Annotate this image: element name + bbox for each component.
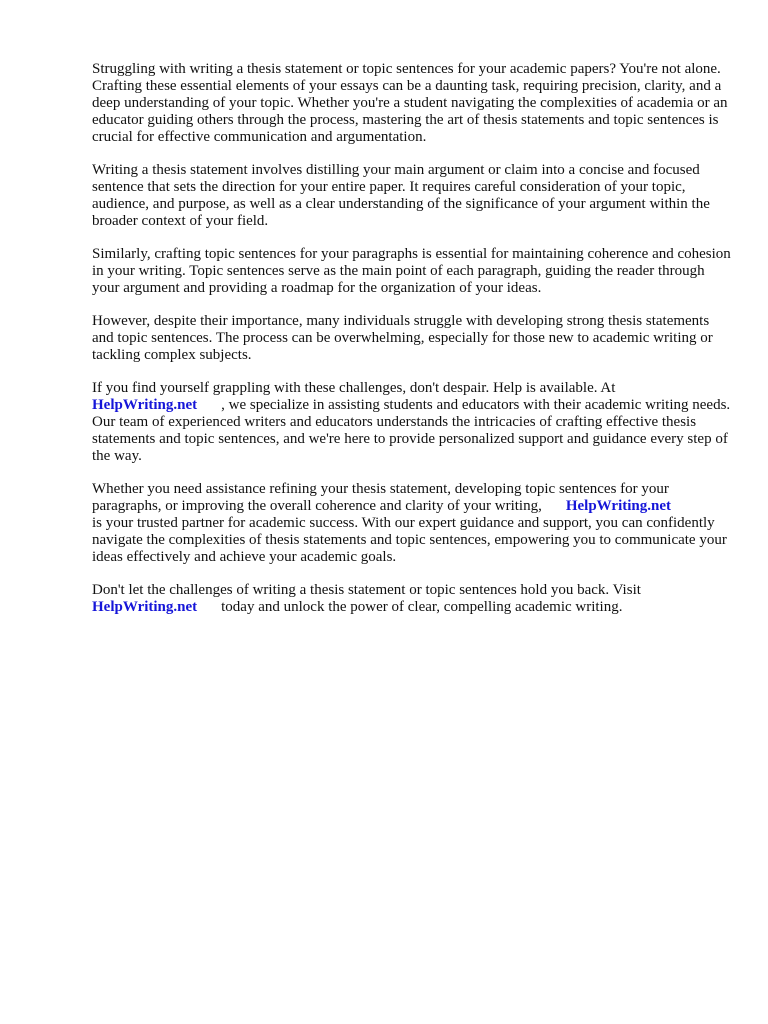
helpwriting-link-3[interactable]: HelpWriting.net: [92, 599, 198, 615]
paragraph-assistance: [92, 481, 732, 566]
paragraph-closing: [92, 582, 732, 616]
paragraph-thesis: Writing a thesis statement involves distilling your main argument or claim into a concise and focused sentence that sets the direction for your entire paper. It requires careful consideration of your topic, audience, and purpose, as well as a clear understanding of the significance of your argument within the broader context of your field.: [92, 162, 710, 229]
helpwriting-link-1[interactable]: HelpWriting.net: [92, 397, 198, 413]
paragraph-closing-text-after: today and unlock the power of clear, compelling academic writing.: [221, 599, 623, 615]
paragraph-assistance-text-before: Whether you need assistance refining your thesis statement, developing topic sentences for your paragraphs, or improving the overall coherence and clarity of your writing,: [92, 481, 669, 514]
paragraph-topic-sentences: Similarly, crafting topic sentences for your paragraphs is essential for maintaining coherence and cohesion in your writing. Topic sentences serve as the main point of each paragraph, guiding the reader through your argument and providing a roadmap for the organization of your ideas.: [92, 246, 731, 296]
document-page: [92, 61, 732, 632]
helpwriting-link-2[interactable]: HelpWriting.net: [565, 498, 671, 514]
paragraph-struggle: However, despite their importance, many individuals struggle with developing strong thesis statements and topic sentences. The process can be overwhelming, especially for those new to academic writing or tackling complex subjects.: [92, 313, 713, 363]
paragraph-help: [92, 380, 732, 465]
paragraph-assistance-text-after: is your trusted partner for academic success. With our expert guidance and support, you can confidently navigate the complexities of thesis statements and topic sentences, empowering you to communicate your ideas effectively and achieve your academic goals.: [92, 515, 727, 565]
paragraph-help-text-before: If you find yourself grappling with these challenges, don't despair. Help is available. At: [92, 380, 616, 396]
paragraph-closing-text-before: Don't let the challenges of writing a thesis statement or topic sentences hold you back. Visit: [92, 582, 641, 598]
paragraph-intro: Struggling with writing a thesis statement or topic sentences for your academic papers? You're not alone. Crafting these essential elements of your essays can be a daunting task, requiring precision, clarity, and a deep understanding of your topic. Whether you're a student navigating the complexities of academia or an educator guiding others through the process, mastering the art of thesis statements and topic sentences is crucial for effective communication and argumentation.: [92, 61, 728, 145]
paragraph-help-text-after: , we specialize in assisting students and educators with their academic writing needs. Our team of experienced writers and educators understands the intricacies of crafting effective thesis statements and topic sentences, and we're here to provide personalized support and guidance every step of the way.: [92, 397, 731, 464]
